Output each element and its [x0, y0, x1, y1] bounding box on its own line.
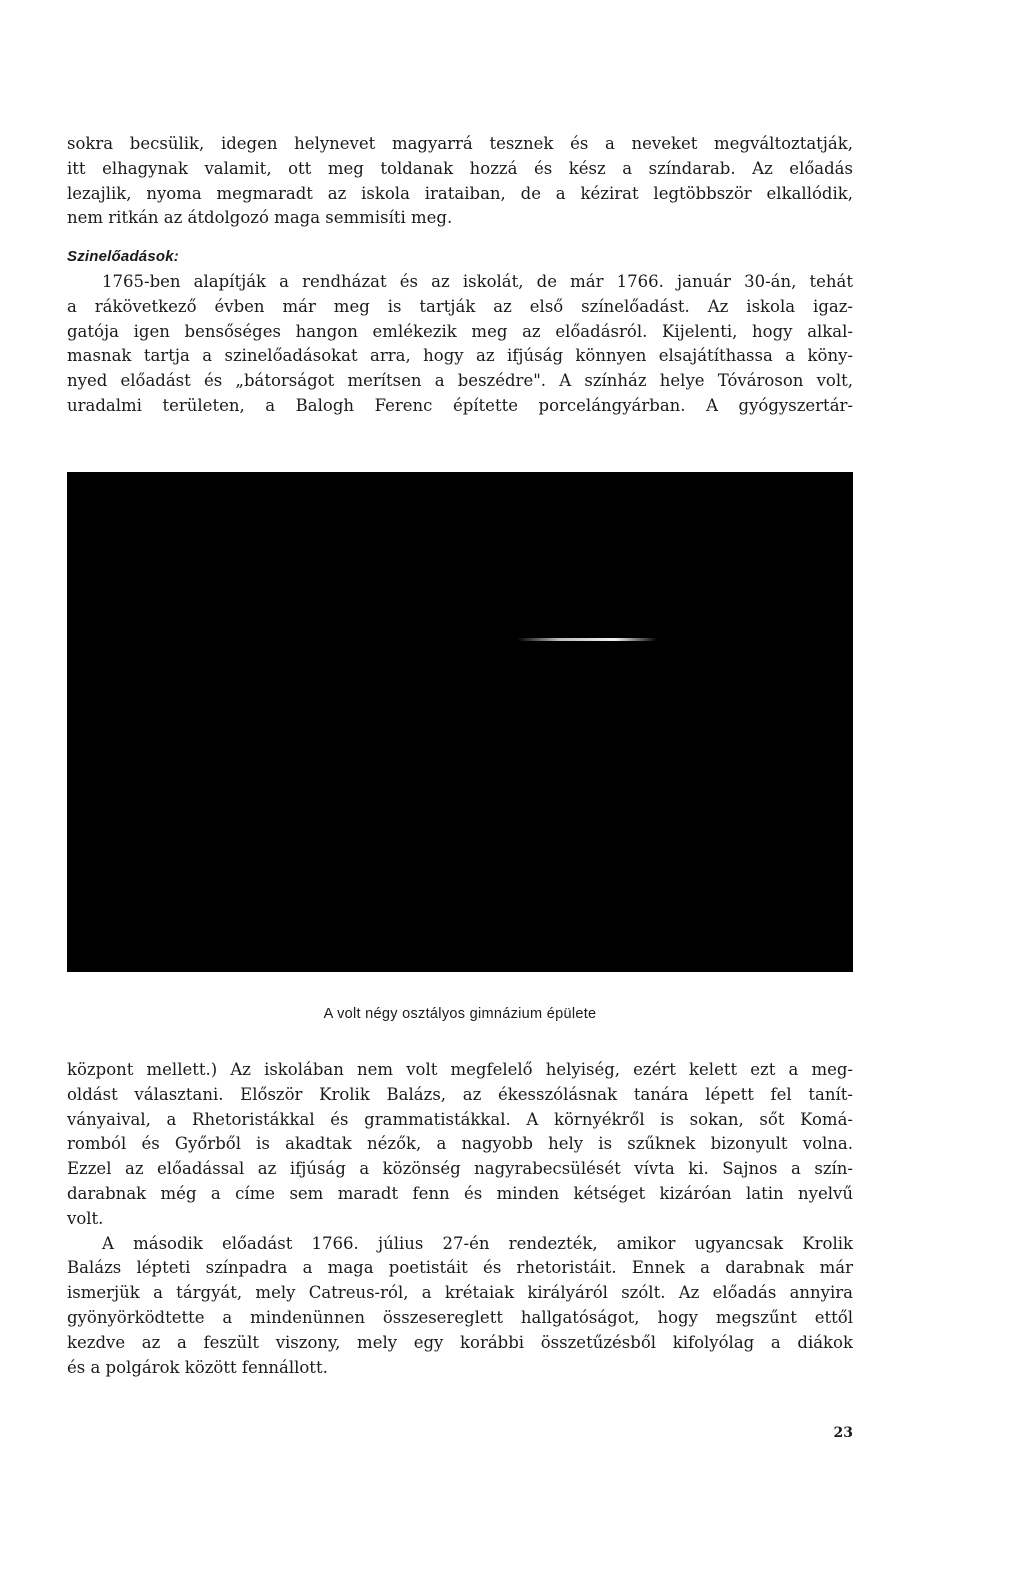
text-line: nyed előadást és „bátorságot merítsen a beszédre". A színház helye Tóvároson volt,: [67, 371, 853, 391]
photo-caption: A volt négy osztályos gimnázium épülete: [323, 1006, 597, 1022]
section-heading: Szinelőadások:: [67, 248, 179, 265]
building-photo: [67, 472, 853, 972]
text-line: masnak tartja a szinelőadásokat arra, hogy az ifjúság könnyen elsajátíthassa a köny-: [67, 346, 853, 366]
text-line: romból és Győrből is akadtak nézők, a nagyobb hely is szűknek bizonyult volna.: [67, 1134, 853, 1154]
text-line: Ezzel az előadással az ifjúság a közönség nagyrabecsülését vívta ki. Sajnos a szín-: [67, 1159, 853, 1179]
text-line: gatója igen bensőséges hangon emlékezik meg az előadásról. Kijelenti, hogy alkal-: [67, 321, 853, 341]
text-line: darabnak még a címe sem maradt fenn és minden kétséget kizáróan latin nyelvű: [67, 1183, 853, 1203]
text-line: oldást választani. Először Krolik Balázs, az ékesszólásnak tanára lépett fel tanít-: [67, 1084, 853, 1104]
paragraph-2: [67, 270, 853, 419]
paragraph-1: [67, 132, 853, 231]
text-line: 1765-ben alapítják a rendházat és az iskolát, de már 1766. január 30-án, tehát: [102, 272, 853, 291]
text-line: uradalmi területen, a Balogh Ferenc építette porcelángyárban. A gyógyszertár-: [67, 395, 853, 415]
text-line: központ mellett.) Az iskolában nem volt megfelelő helyiség, ezért kelett ezt a meg-: [67, 1060, 853, 1079]
text-line: gyönyörködtette a mindenünnen összesereglett hallgatóságot, hogy megszűnt ettől: [67, 1307, 853, 1327]
paragraph-3-and-4: [67, 1058, 853, 1380]
photo-highlight: [517, 638, 657, 641]
text-line: és a polgárok között fennállott.: [67, 1357, 328, 1377]
text-line: volt.: [67, 1208, 104, 1228]
text-line: a rákövetkező évben már meg is tartják az első színelőadást. Az iskola igaz-: [67, 296, 853, 316]
text-line: ványaival, a Rhetoristákkal és grammatistákkal. A környékről is sokan, sőt Komá-: [67, 1109, 853, 1129]
text-line: ismerjük a tárgyát, mely Catreus-ról, a krétaiak királyáról szólt. Az előadás annyira: [67, 1283, 853, 1303]
text-line: nem ritkán az átdolgozó maga semmisíti meg.: [67, 208, 453, 228]
text-line: A második előadást 1766. július 27-én rendezték, amikor ugyancsak Krolik: [102, 1233, 853, 1253]
text-line: Balázs lépteti színpadra a maga poetistáit és rhetoristáit. Ennek a darabnak már: [67, 1258, 853, 1278]
text-line: itt elhagynak valamit, ott meg toldanak hozzá és kész a színdarab. Az előadás: [67, 158, 853, 178]
page-number: 23: [833, 1425, 853, 1441]
text-line: lezajlik, nyoma megmaradt az iskola irataiban, de a kézirat legtöbbször elkallódik,: [67, 183, 853, 203]
text-line: sokra becsülik, idegen helynevet magyarrá tesznek és a neveket megváltoztatják,: [67, 134, 853, 153]
text-line: kezdve az a feszült viszony, mely egy korábbi összetűzésből kifolyólag a diákok: [67, 1332, 853, 1352]
